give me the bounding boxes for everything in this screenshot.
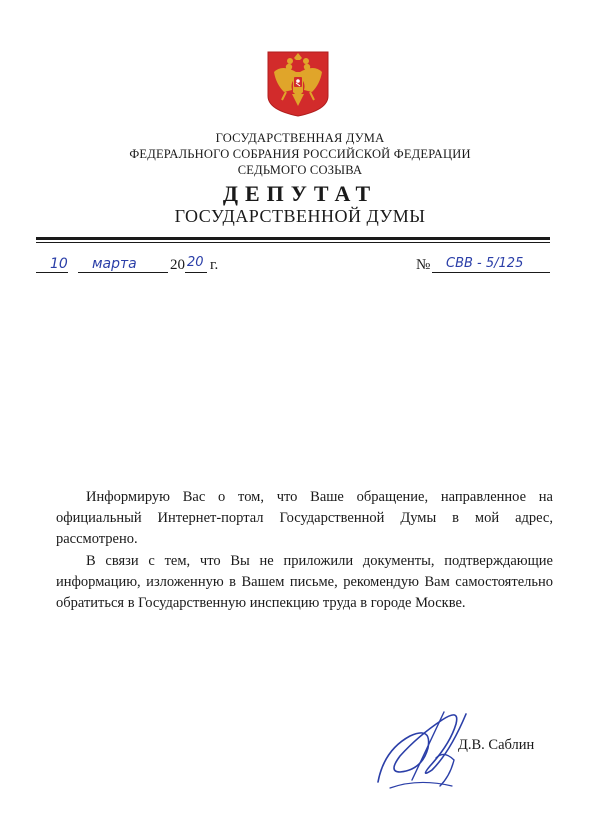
number-label: № [416,257,431,273]
date-year-suffix: 20 [187,255,204,270]
date-year-unit: г. [210,257,219,273]
letterhead-line-3: СЕДЬМОГО СОЗЫВА [237,163,363,177]
date-year-prefix: 20 [170,257,185,273]
month-underline [78,272,168,273]
day-underline [36,272,68,273]
number-underline [432,272,550,273]
letterhead-subtitle: ГОСУДАРСТВЕННОЙ ДУМЫ [174,206,426,226]
year-underline [185,272,207,273]
body-paragraph-1: Информирую Вас о том, что Ваше обращение, направленное на официальный Интернет-портал Государственной Думы в мой адрес, рассмотрено. [56,489,553,547]
date-day: 10 [50,256,68,272]
letterhead-line-2: ФЕДЕРАЛЬНОГО СОБРАНИЯ РОССИЙСКОЙ ФЕДЕРАЦИИ [129,147,471,161]
date-month: марта [92,256,137,272]
header-divider-thick [36,237,550,240]
letterhead-title: ДЕПУТАТ [222,181,378,206]
letterhead-line-1: ГОСУДАРСТВЕННАЯ ДУМА [215,131,385,145]
header-divider-thin [36,242,550,243]
body-paragraph-2: В связи с тем, что Вы не приложили документы, подтверждающие информацию, изложенную в Вашем письме, рекомендую Вам самостоятельно обратиться в Государственную инспекцию труда в городе Москве. [56,553,553,611]
document-number: СВВ - 5/125 [446,256,524,271]
date-number-row [0,255,600,277]
coat-of-arms-icon [266,50,330,118]
signer-name: Д.В. Саблин [458,737,535,753]
